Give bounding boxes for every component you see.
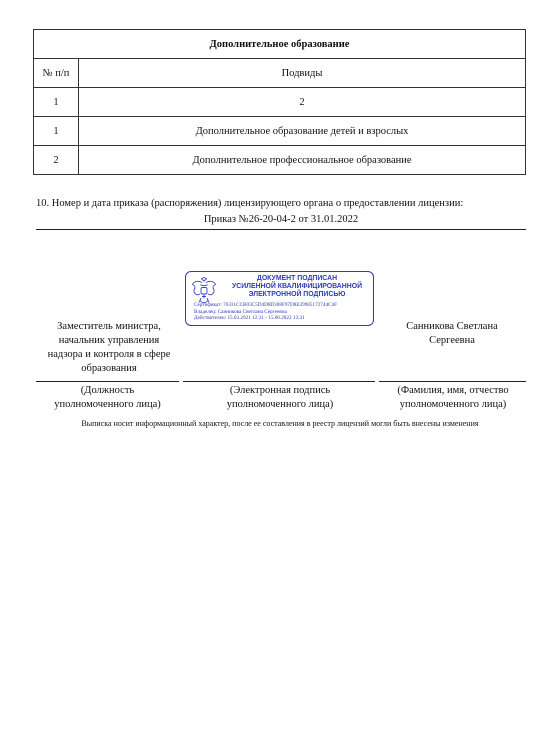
stamp-header: ДОКУМЕНТ ПОДПИСАН УСИЛЕННОЙ КВАЛИФИЦИРОВАННОЙ ЭЛЕКТРОННОЙ ПОДПИСЬЮ (231, 275, 363, 299)
table-cell: Дополнительное профессиональное образование (79, 146, 526, 175)
order-label: 10. Номер и дата приказа (распоряжения) лицензирующего органа о предоставлении лицензии: (36, 198, 464, 209)
table-row (34, 146, 526, 175)
name-signature-line (379, 381, 526, 382)
electronic-signature-stamp (185, 271, 374, 326)
disclaimer-note: Выписка носит информационный характер, после ее составления в реестр лицензий могли быть внесены изменения (81, 419, 479, 428)
table-index-row (34, 88, 526, 117)
table-cell: 1 (34, 117, 79, 146)
caption-full-name: (Фамилия, имя, отчество уполномоченного лица) (397, 385, 509, 410)
table-cell: Дополнительное образование детей и взрослых (79, 117, 526, 146)
table-title: Дополнительное образование (34, 30, 526, 59)
table-cell: 1 (34, 88, 79, 117)
order-value: Приказ №26-20-04-2 от 31.01.2022 (203, 214, 359, 225)
column-header-subtypes: Подвиды (79, 59, 526, 88)
table-header-row (34, 59, 526, 88)
signer-name: Санникова Светлана Сергеевна (406, 321, 498, 346)
caption-signature: (Электронная подпись уполномоченного лица) (226, 385, 334, 410)
coat-of-arms-icon (191, 277, 217, 305)
position-signature-line (36, 381, 179, 382)
caption-position: (Должность уполномоченного лица) (54, 385, 161, 410)
signer-position: Заместитель министра, начальник управления надзора и контроля в сфере образования (47, 321, 171, 374)
table-cell: 2 (79, 88, 526, 117)
table-cell: 2 (34, 146, 79, 175)
education-subtypes-table (33, 29, 526, 175)
stamp-certificate: Сертификат: 76331CCB03C5D4D8D308F97D8E39985172744C4F (194, 302, 337, 308)
column-header-number: № п/п (34, 59, 79, 88)
order-underline (36, 229, 526, 230)
stamp-validity: Действителен: 15.03.2021 12:31 - 15.06.2022 12:31 (194, 315, 305, 321)
signature-line (183, 381, 375, 382)
stamp-owner: Владелец: Санникова Светлана Сергеевна (194, 308, 287, 315)
table-row (34, 117, 526, 146)
